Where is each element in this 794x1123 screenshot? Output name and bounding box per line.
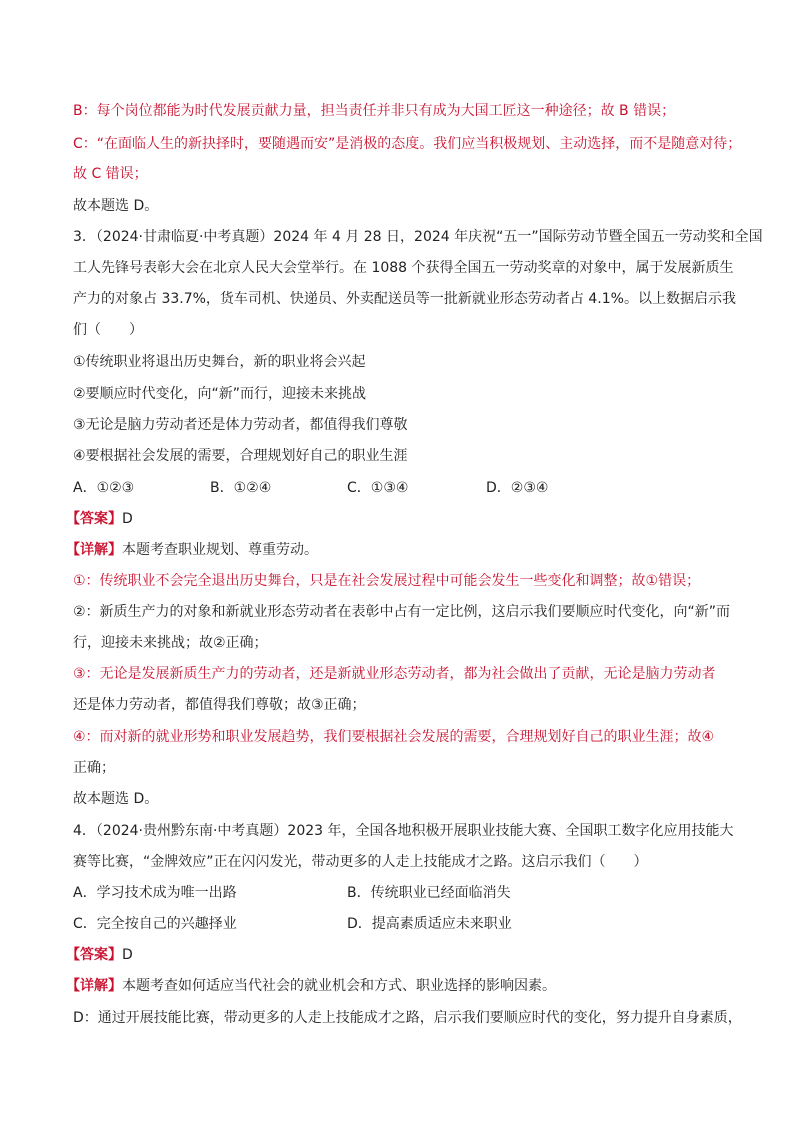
- q4-detail: [66, 976, 556, 996]
- q3-stem-line2: 工人先锋号表彰大会在北京人民大会堂举行。在 1088 个获得全国五一劳动奖章的对象中，属于发展新质生: [73, 260, 734, 276]
- q2-explanation-b: B：每个岗位都能为时代发展贡献力量，担当责任并非只有成为大国工匠这一种途径；故 B 错误；: [73, 103, 676, 119]
- q3-stem-line3: 产力的对象占 33.7%，货车司机、快递员、外卖配送员等一批新就业形态劳动者占 4.1%。以上数据启示我: [73, 291, 736, 307]
- q3-option-a: A．①②③: [73, 480, 135, 496]
- q4-detail-text: 本题考查如何适应当代社会的就业机会和方式、职业选择的影响因素。: [122, 978, 556, 994]
- q3-option-b: B．①②④: [210, 480, 272, 496]
- q4-answer-tag: 【答案】: [66, 947, 122, 963]
- q3-conclusion: 故本题选 D。: [73, 791, 159, 807]
- q3-option-d: D．②③④: [486, 480, 549, 496]
- q4-stem-line1: 4．（2024·贵州黔东南·中考真题）2023 年，全国各地积极开展职业技能大赛、全国职工数字化应用技能大: [73, 823, 734, 839]
- q3-statement-2: ②要顺应时代变化，向“新”而行，迎接未来挑战: [73, 386, 367, 402]
- q3-stem-line4: 们（ ）: [73, 322, 143, 338]
- q3-statement-3: ③无论是脑力劳动者还是体力劳动者，都值得我们尊敬: [73, 417, 408, 433]
- q3-answer-tag: 【答案】: [66, 511, 122, 527]
- q4-answer-value: D: [122, 947, 133, 963]
- q3-answer-value: D: [122, 511, 133, 527]
- q4-option-b: B．传统职业已经面临消失: [347, 885, 511, 901]
- q2-explanation-c-line2: 故 C 错误；: [73, 166, 148, 182]
- q4-option-d: D．提高素质适应未来职业: [347, 916, 512, 932]
- q4-explanation-d: D：通过开展技能比赛，带动更多的人走上技能成才之路，启示我们要顺应时代的变化，努力提升自身素质，: [73, 1010, 742, 1026]
- q3-option-c: C．①③④: [347, 480, 409, 496]
- q4-answer: [66, 945, 133, 965]
- q3-answer: [66, 509, 133, 529]
- q2-explanation-c-line1: C：“在面临人生的新抉择时，要随遇而安”是消极的态度。我们应当积极规划、主动选择，而不是随意对待；: [73, 136, 742, 152]
- q2-conclusion: 故本题选 D。: [73, 198, 159, 214]
- q3-explanation-2-line1: ②：新质生产力的对象和新就业形态劳动者在表彰中占有一定比例，这启示我们要顺应时代变化，向“新”而: [73, 604, 731, 620]
- q4-stem-line2: 赛等比赛，“金牌效应”正在闪闪发光，带动更多的人走上技能成才之路。这启示我们（ ）: [73, 854, 648, 870]
- q3-detail-text: 本题考查职业规划、尊重劳动。: [122, 542, 318, 558]
- q3-statement-1: ①传统职业将退出历史舞台，新的职业将会兴起: [73, 354, 366, 370]
- q3-stem-line1: 3．（2024·甘肃临夏·中考真题）2024 年 4 月 28 日，2024 年庆祝“五一”国际劳动节暨全国五一劳动奖和全国: [73, 229, 763, 245]
- q3-explanation-4-line2: 正确；: [73, 760, 115, 776]
- q3-explanation-4-line1: ④：而对新的就业形势和职业发展趋势，我们要根据社会发展的需要，合理规划好自己的职业生涯；故④: [73, 729, 715, 745]
- q4-option-c: C．完全按自己的兴趣择业: [73, 916, 237, 932]
- q3-explanation-3-line1: ③：无论是发展新质生产力的劳动者，还是新就业形态劳动者，都为社会做出了贡献，无论是脑力劳动者: [73, 666, 716, 682]
- q3-explanation-1: ①：传统职业不会完全退出历史舞台，只是在社会发展过程中可能会发生一些变化和调整；故①错误；: [73, 573, 701, 589]
- q3-detail: [66, 540, 318, 560]
- q3-detail-tag: 【详解】: [66, 542, 122, 558]
- q3-explanation-2-line2: 行，迎接未来挑战；故②正确；: [73, 635, 268, 651]
- q4-detail-tag: 【详解】: [66, 978, 122, 994]
- q3-explanation-3-line2: 还是体力劳动者，都值得我们尊敬；故③正确；: [73, 697, 366, 713]
- q3-statement-4: ④要根据社会发展的需要，合理规划好自己的职业生涯: [73, 448, 408, 464]
- q4-option-a: A．学习技术成为唯一出路: [73, 885, 237, 901]
